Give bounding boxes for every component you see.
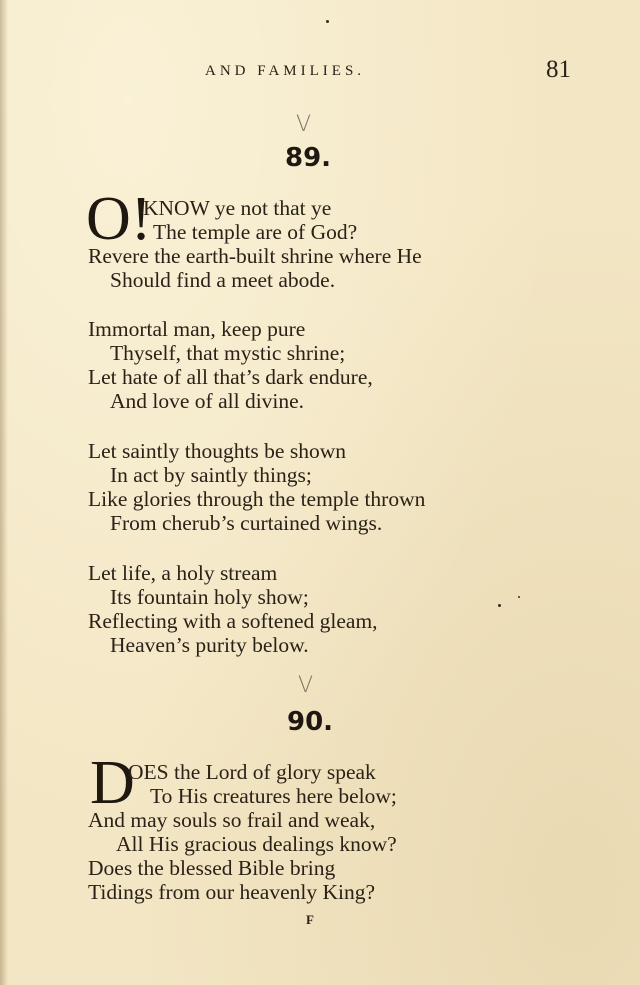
- hymn-number-89: 89.: [285, 143, 332, 173]
- hymn-90-stanza-1: [88, 760, 397, 904]
- verse-line: Immortal man, keep pure: [88, 317, 306, 341]
- verse-line: Tidings from our heavenly King?: [88, 880, 376, 904]
- verse-line: Thyself, that mystic shrine;: [110, 341, 346, 365]
- verse-line: Its fountain holy show;: [110, 585, 309, 609]
- verse-line: Revere the earth-built shrine where He: [88, 244, 422, 268]
- hymn-89-stanza-4: [88, 561, 378, 657]
- verse-line: All His gracious dealings know?: [116, 832, 397, 856]
- page-number: 81: [546, 56, 571, 83]
- verse-line: Let life, a holy stream: [88, 561, 278, 585]
- hymn-89-stanza-2: [88, 317, 373, 413]
- verse-line: Should find a meet abode.: [110, 268, 336, 292]
- page-edge: [0, 0, 8, 985]
- verse-line: And love of all divine.: [110, 389, 305, 413]
- verse-line: Does the blessed Bible bring: [88, 856, 336, 880]
- ink-speck: [498, 604, 501, 607]
- verse-line: Let saintly thoughts be shown: [88, 439, 346, 463]
- drop-cap-90: D: [90, 749, 135, 817]
- hymn-number-90: 90.: [287, 707, 334, 737]
- verse-line: From cherub’s curtained wings.: [110, 511, 383, 535]
- verse-line: OES the Lord of glory speak: [128, 760, 376, 784]
- verse-line: And may souls so frail and weak,: [88, 808, 376, 832]
- hymn-89-stanza-1: [88, 196, 422, 292]
- ink-speck: [518, 596, 520, 598]
- ink-speck: [326, 20, 329, 23]
- verse-line: Like glories through the temple thrown: [88, 487, 426, 511]
- verse-line: Reflecting with a softened gleam,: [88, 609, 378, 633]
- running-header: AND FAMILIES.: [205, 63, 366, 79]
- verse-line: To His creatures here below;: [150, 784, 397, 808]
- verse-line: In act by saintly things;: [110, 463, 312, 487]
- verse-line: Heaven’s purity below.: [110, 633, 309, 657]
- verse-line: KNOW ye not that ye: [143, 196, 332, 220]
- hymn-89-stanza-3: [88, 439, 425, 535]
- verse-line: The temple are of God?: [153, 220, 358, 244]
- pencil-check-mark-90: V: [298, 673, 314, 698]
- verse-line: Let hate of all that’s dark endure,: [88, 365, 373, 389]
- signature-mark: F: [306, 912, 314, 927]
- pencil-check-mark-89: V: [296, 112, 312, 137]
- drop-cap-89: O!: [86, 185, 152, 253]
